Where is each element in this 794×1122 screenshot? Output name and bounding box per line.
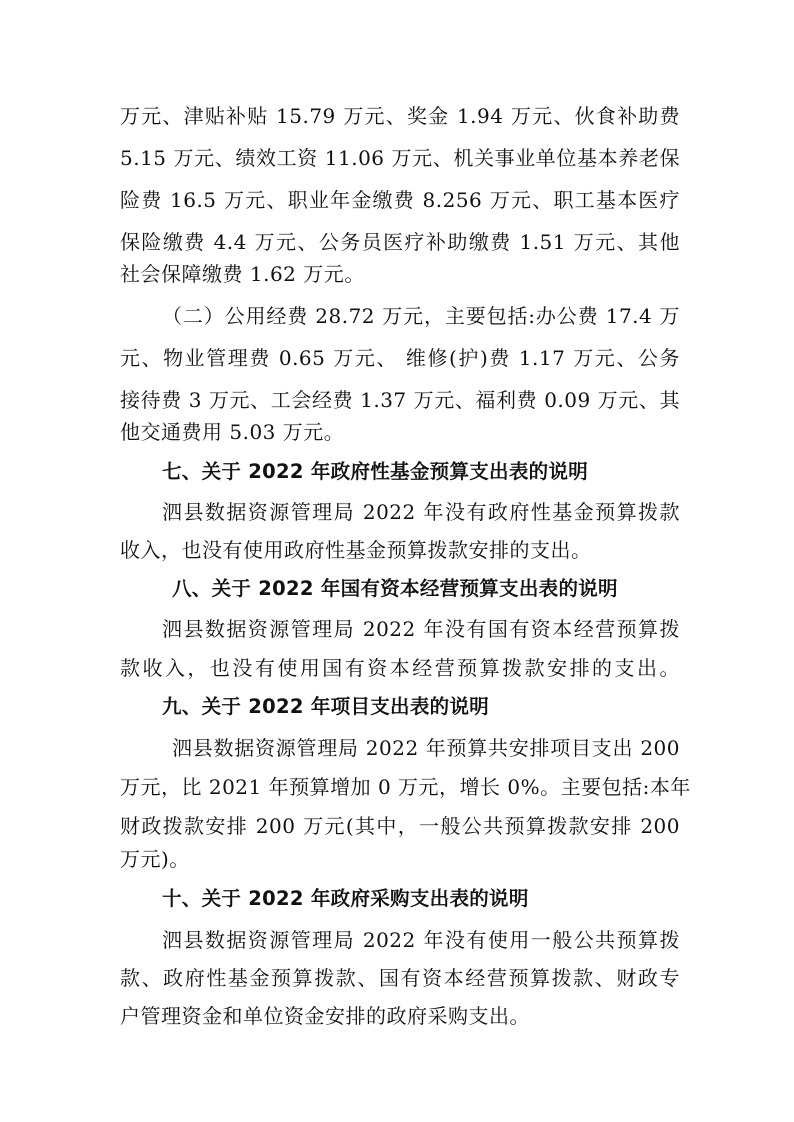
paragraph-line: 款收入，也没有使用国有资本经营预算拨款安排的支出。 [120, 656, 680, 680]
paragraph-line: 5.15 万元、绩效工资 11.06 万元、机关事业单位基本养老保 [120, 146, 680, 170]
section-heading: 八、关于 2022 年国有资本经营预算支出表的说明 [172, 577, 618, 600]
paragraph-line: 款、政府性基金预算拨款、国有资本经营预算拨款、财政专 [120, 966, 680, 990]
paragraph-line: 户管理资金和单位资金安排的政府采购支出。 [120, 1004, 530, 1028]
paragraph-line: 收入，也没有使用政府性基金预算拨款安排的支出。 [120, 538, 592, 562]
paragraph-line: 泗县数据资源管理局 2022 年预算共安排项目支出 200 [172, 736, 680, 760]
section-heading: 九、关于 2022 年项目支出表的说明 [162, 695, 490, 718]
paragraph-line: 险费 16.5 万元、职业年金缴费 8.256 万元、职工基本医疗 [120, 188, 680, 212]
section-heading: 七、关于 2022 年政府性基金预算支出表的说明 [162, 460, 589, 483]
paragraph-line: 财政拨款安排 200 万元(其中，一般公共预算拨款安排 200 [120, 814, 680, 838]
paragraph-line: 元、物业管理费 0.65 万元、 维修(护)费 1.17 万元、公务 [120, 346, 680, 370]
paragraph-line: 社会保障缴费 1.62 万元。 [120, 262, 365, 286]
paragraph-line: 万元、津贴补贴 15.79 万元、奖金 1.94 万元、伙食补助费 [120, 104, 680, 128]
paragraph-line: （二）公用经费 28.72 万元，主要包括:办公费 17.4 万 [162, 304, 680, 328]
section-heading: 十、关于 2022 年政府采购支出表的说明 [162, 887, 529, 910]
paragraph-line: 保险缴费 4.4 万元、公务员医疗补助缴费 1.51 万元、其他 [120, 230, 680, 254]
paragraph-line: 泗县数据资源管理局 2022 年没有国有资本经营预算拨 [162, 617, 680, 641]
paragraph-line: 他交通费用 5.03 万元。 [120, 420, 345, 444]
paragraph-line: 泗县数据资源管理局 2022 年没有使用一般公共预算拨 [162, 928, 680, 952]
paragraph-line: 接待费 3 万元、工会经费 1.37 万元、福利费 0.09 万元、其 [120, 388, 680, 412]
paragraph-line: 万元，比 2021 年预算增加 0 万元，增长 0%。主要包括:本年 [120, 775, 691, 799]
paragraph-line: 万元)。 [120, 847, 190, 871]
paragraph-line: 泗县数据资源管理局 2022 年没有政府性基金预算拨款 [162, 500, 680, 524]
